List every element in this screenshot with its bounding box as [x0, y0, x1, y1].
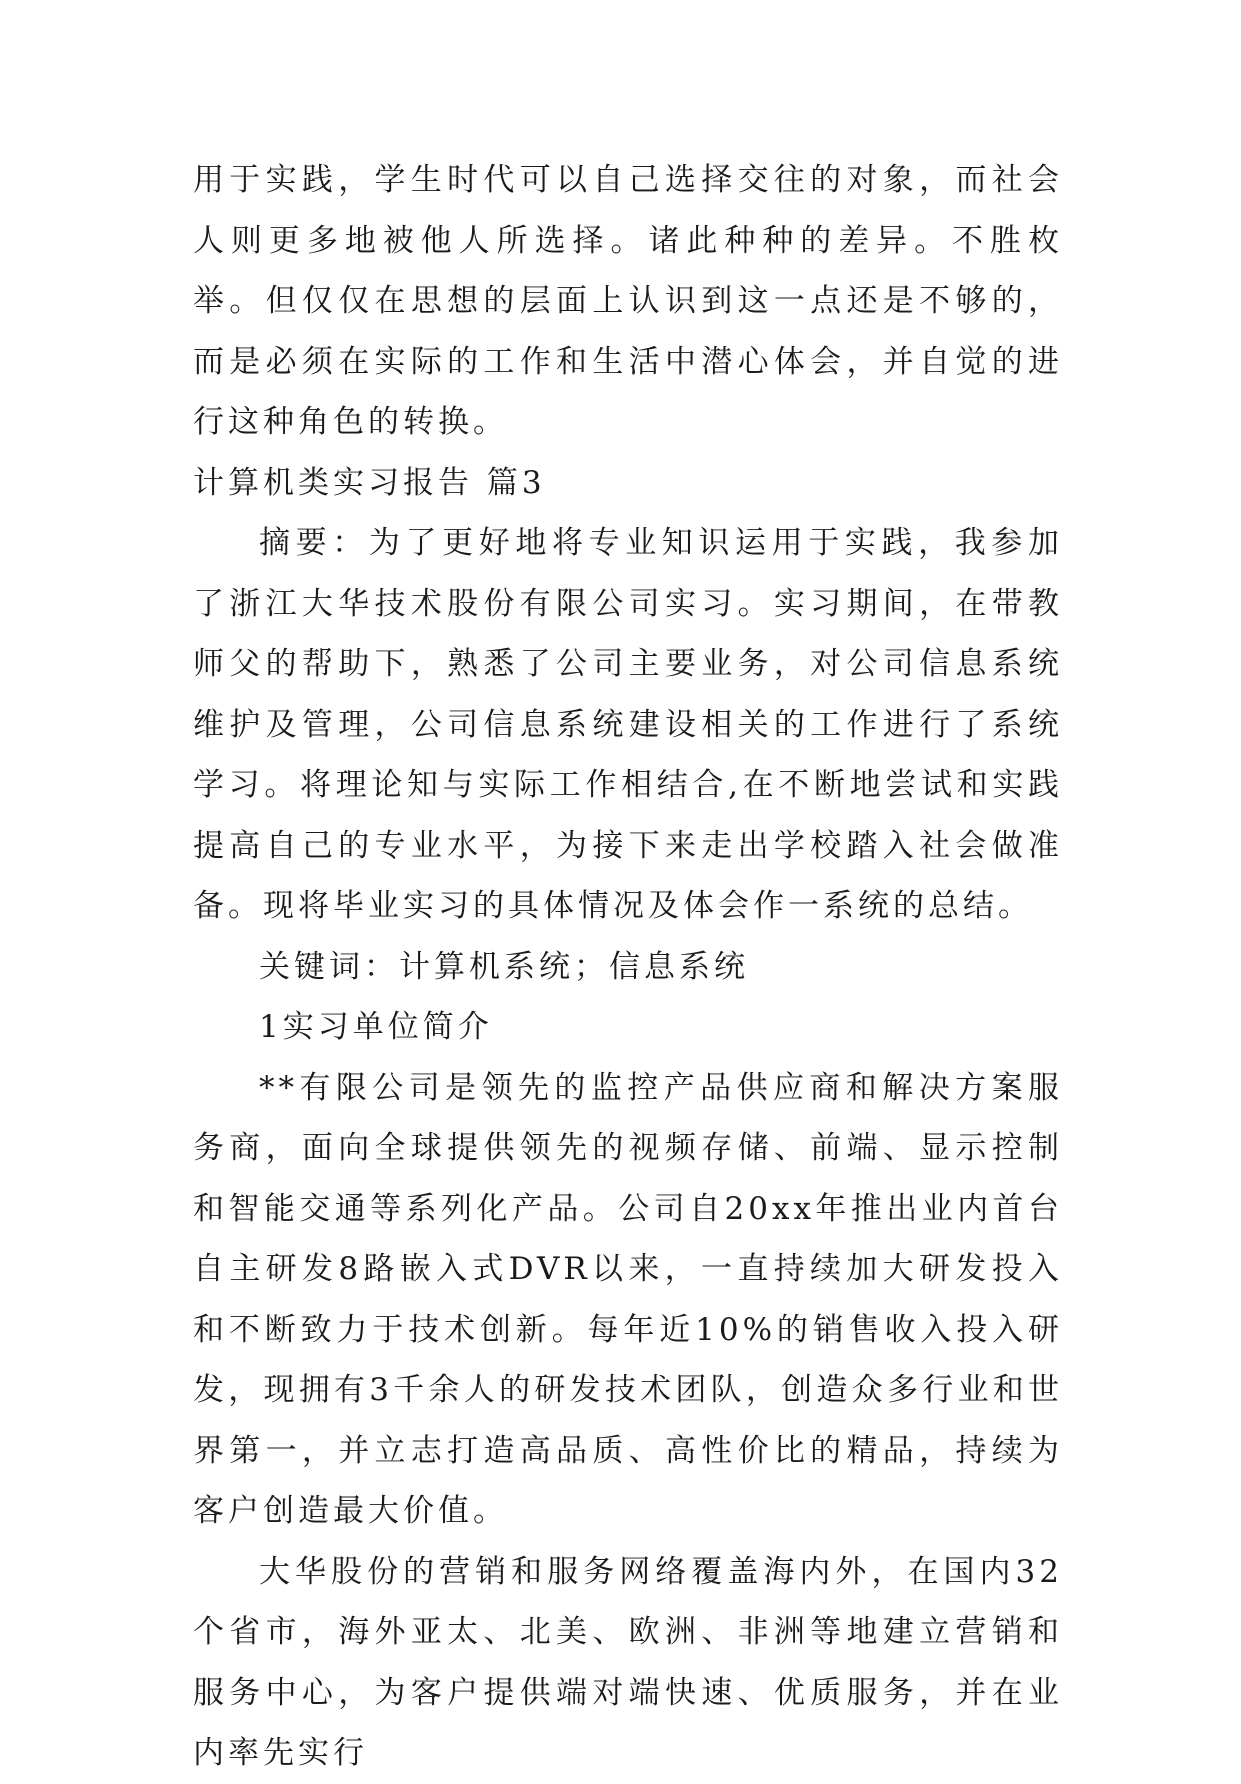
paragraph-keywords: 关键词：计算机系统；信息系统 [259, 948, 749, 985]
paragraph-company-intro: **有限公司是领先的监控产品供应商和解决方案服务商，面向全球提供领先的视频存储、前端、显示控制和智能交通等系列化产品。公司自20xx年推出业内首台自主研发8路嵌入式DVR以来，一直持续加大研发投入和不断致力于技术创新。每年近10%的销售收入投入研发，现拥有3千余人的研发技术团队，创造众多行业和世界第一，并立志打造高品质、高性价比的精品，持续为客户创造最大价值。 [193, 1069, 1063, 1529]
paragraph-abstract: 摘要：为了更好地将专业知识运用于实践，我参加了浙江大华技术股份有限公司实习。实习期间，在带教师父的帮助下，熟悉了公司主要业务，对公司信息系统维护及管理，公司信息系统建设相关的工作进行了系统学习。将理论知与实际工作相结合,在不断地尝试和实践提高自己的专业水平，为接下来走出学校踏入社会做准备。现将毕业实习的具体情况及体会作一系统的总结。 [193, 525, 1063, 924]
document-body [193, 150, 1063, 1784]
paragraph-continuation: 用于实践，学生时代可以自己选择交往的对象，而社会人则更多地被他人所选择。诸此种种的差异。不胜枚举。但仅仅在思想的层面上认识到这一点还是不够的，而是必须在实际的工作和生活中潜心体会，并自觉的进行这种角色的转换。 [193, 162, 1063, 440]
subsection-heading: 1实习单位简介 [259, 1009, 493, 1045]
section-heading: 计算机类实习报告 篇3 [193, 464, 546, 501]
paragraph-marketing-network: 大华股份的营销和服务网络覆盖海内外，在国内32个省市，海外亚太、北美、欧洲、非洲等地建立营销和服务中心，为客户提供端对端快速、优质服务，并在业内率先实行 [193, 1553, 1063, 1771]
